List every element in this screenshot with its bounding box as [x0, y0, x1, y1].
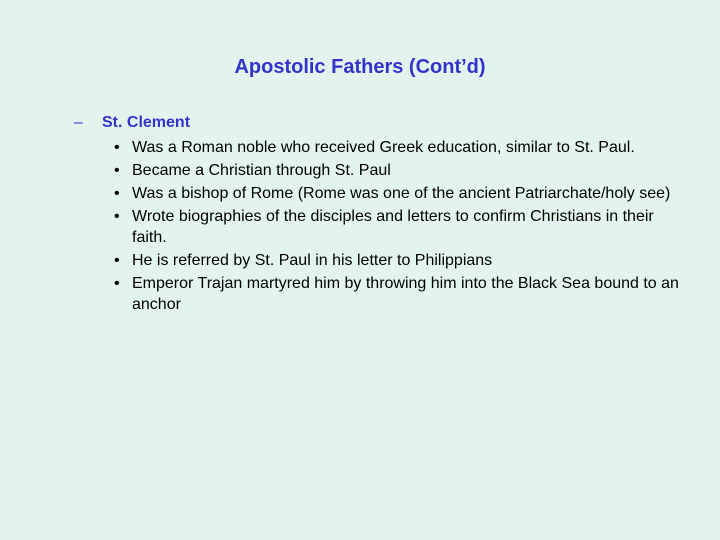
bullet-text: Wrote biographies of the disciples and letters to confirm Christians in their faith.: [132, 208, 654, 246]
slide-title: [0, 56, 720, 79]
bullet-icon: •: [114, 185, 120, 202]
bullet-text: Was a bishop of Rome (Rome was one of the ancient Patriarchate/holy see): [132, 185, 671, 202]
content-section: [74, 112, 694, 317]
bullet-list: [74, 137, 694, 315]
section-heading: [74, 112, 694, 134]
list-item: [74, 273, 694, 315]
bullet-icon: •: [114, 139, 120, 156]
bullet-icon: •: [114, 208, 120, 225]
list-item: [74, 250, 694, 271]
bullet-text: He is referred by St. Paul in his letter to Philippians: [132, 252, 493, 269]
section-heading-text: St. Clement: [102, 114, 191, 131]
list-item: [74, 137, 694, 158]
list-item: [74, 206, 694, 248]
bullet-text: Was a Roman noble who received Greek education, similar to St. Paul.: [132, 139, 635, 156]
dash-bullet-icon: –: [74, 114, 83, 131]
bullet-text: Emperor Trajan martyred him by throwing him into the Black Sea bound to an anchor: [132, 275, 679, 313]
list-item: [74, 160, 694, 181]
bullet-icon: •: [114, 275, 120, 292]
slide-title-text: Apostolic Fathers (Cont’d): [234, 56, 486, 78]
list-item: [74, 183, 694, 204]
bullet-icon: •: [114, 252, 120, 269]
bullet-text: Became a Christian through St. Paul: [132, 162, 391, 179]
bullet-icon: •: [114, 162, 120, 179]
